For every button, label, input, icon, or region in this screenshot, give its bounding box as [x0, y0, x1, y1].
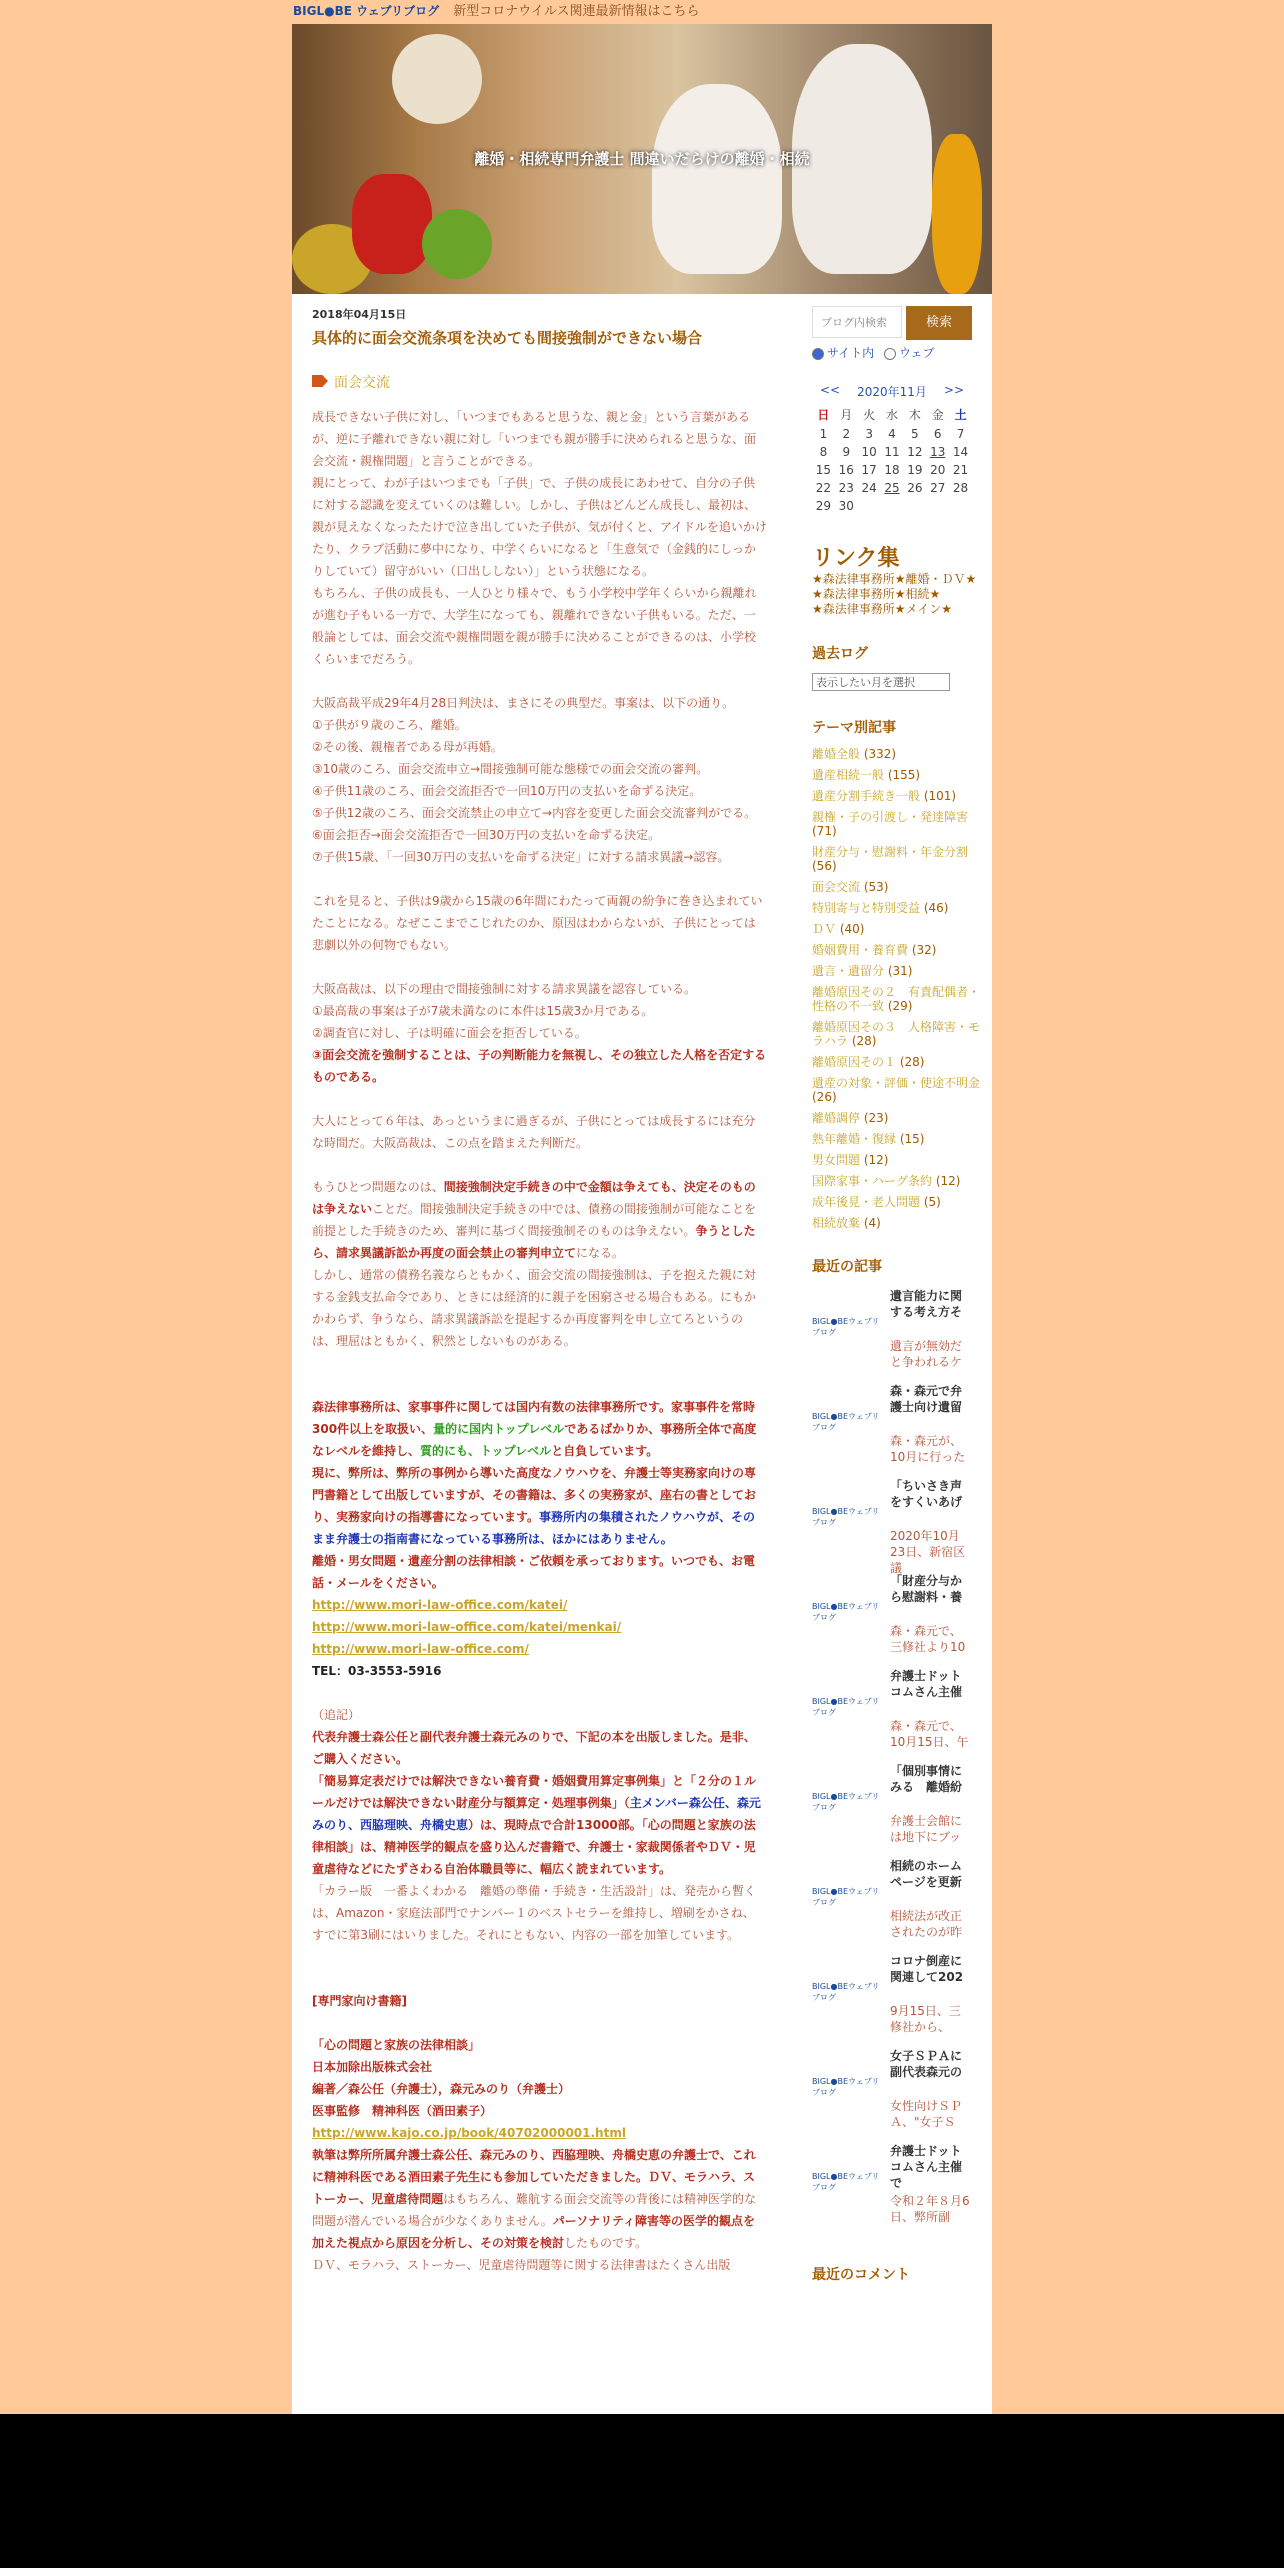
search-form	[812, 306, 982, 340]
tag-icon	[312, 375, 328, 387]
recent-list	[812, 1288, 982, 2238]
blog-header-banner	[292, 24, 992, 294]
recent-title[interactable]: 遺言能力に関する考え方そ	[890, 1289, 963, 1319]
office-link-katei[interactable]: http://www.mori-law-office.com/katei/	[312, 1598, 568, 1612]
paragraph: ＤＶ、モラハラ、ストーカー、児童虐待問題等に関する法律書はたくさん出版	[312, 2258, 731, 2272]
book-supervisor: 医事監修 精神科医（酒田素子）	[312, 2104, 493, 2118]
calendar	[812, 383, 972, 513]
note-paragraph: 代表弁護士森公任と副代表弁護士森元みのりで、下記の本を出版しました。是非、ご購入ください。	[312, 1730, 756, 1766]
calendar-grid: 日 月 火 水 木 金 土 1 2 3 4 5 6 7 8 9 10 11 12 13 14 15 16 17 18 19 20 21 22 23 24 25 26 27 28 29 30	[815, 408, 969, 513]
ad-paragraph: 離婚・男女問題・遺産分割の法律相談・ご依頼を承っております。いつでも、お電話・メールをください。	[312, 1554, 756, 1590]
theme-item[interactable]: 財産分与・慰謝料・年金分割 (56)	[812, 845, 969, 873]
recent-excerpt: 森・森元が、10月に行った	[890, 1434, 966, 1464]
list-item: ⑦子供15歳、「一回30万円の支払いを命ずる決定」に対する請求異議→認容。	[312, 850, 730, 864]
theme-item[interactable]: 熟年離婚・復縁 (15)	[812, 1132, 925, 1146]
recent-excerpt: 森・森元で、10月15日、午	[890, 1719, 969, 1749]
recent-thumb[interactable]: BIGL●BEウェブリブログ	[812, 1507, 880, 1527]
list-item: ①最高裁の事案は子が7歳未満なのに本件は15歳3か月である。	[312, 1004, 654, 1018]
recent-heading: 最近の記事	[812, 1259, 882, 1275]
office-tel: TEL：03-3553-5916	[312, 1664, 442, 1678]
main-panel	[292, 294, 992, 2414]
theme-item[interactable]: 遺言・遺留分 (31)	[812, 964, 913, 978]
recent-excerpt: 令和２年８月6日、弊所副	[890, 2194, 970, 2224]
recent-title[interactable]: 弁護士ドットコムさん主催で	[890, 2144, 963, 2190]
recent-thumb[interactable]: BIGL●BEウェブリブログ	[812, 2077, 880, 2097]
theme-item[interactable]: 男女問題 (12)	[812, 1153, 889, 1167]
office-link-main[interactable]: http://www.mori-law-office.com/	[312, 1642, 529, 1656]
lime-image	[422, 209, 492, 279]
paragraph: これを見ると、子供は9歳から15歳の6年間にわたって両親の紛争に巻き込まれていたことになる。なぜここまでこじれたのか、原因はわからないが、子供にとっては悲劇以外の何物でもない。	[312, 894, 763, 952]
link-item[interactable]: ★森法律事務所★離婚・ＤＶ★	[812, 572, 977, 586]
sidebar	[812, 306, 982, 2284]
calendar-day-link[interactable]: 25	[884, 481, 900, 495]
pepper-image	[352, 174, 432, 274]
recent-title[interactable]: 女子ＳＰＡに副代表森元の	[890, 2049, 963, 2079]
recent-thumb[interactable]: BIGL●BEウェブリブログ	[812, 1887, 880, 1907]
garlic-image	[392, 34, 482, 124]
recent-thumb[interactable]: BIGL●BEウェブリブログ	[812, 1412, 880, 1432]
blog-title[interactable]: 離婚・相続専門弁護士 間違いだらけの離婚・相続	[474, 150, 810, 168]
list-item: ③面会交流を強制することは、子の判断能力を無視し、その独立した人格を否定するものである。	[312, 1048, 767, 1084]
recent-excerpt: 相続法が改正されたのが昨	[890, 1909, 963, 1939]
recent-title[interactable]: 森・森元で弁護士向け遺留	[890, 1384, 963, 1414]
recent-thumb[interactable]: BIGL●BEウェブリブログ	[812, 1317, 880, 1337]
paragraph: 大人にとって６年は、あっというまに過ぎるが、子供にとっては成長するには充分な時間だ。大阪高裁は、この点を踏まえた判断だ。	[312, 1114, 756, 1150]
theme-item[interactable]: 特別寄与と特別受益 (46)	[812, 901, 949, 915]
recent-excerpt: 9月15日、三修社から、	[890, 2004, 961, 2034]
paragraph: 成長できない子供に対し、「いつまでもあると思うな、親と金」という言葉があるが、逆に子離れできない親に対し「いつまでも親が勝手に決められると思うな、面会交流・親権問題」と言うことができる。	[312, 410, 757, 468]
radio-web[interactable]	[884, 348, 896, 360]
recent-thumb[interactable]: BIGL●BEウェブリブログ	[812, 1792, 880, 1812]
page-footer	[0, 2414, 1284, 2568]
post-category-link[interactable]: 面会交流	[334, 375, 390, 391]
radio-site[interactable]	[812, 348, 824, 360]
biglobe-logo[interactable]: BIGL●BE ウェブリブログ	[293, 4, 440, 18]
note-paragraph: 「簡易算定表だけでは解決できない養育費・婚姻費用算定事例集」と「２分の１ルールだけでは解決できない財産分与額算定・処理事例集」（主メンバー森公任、森元みのり、西脇理映、舟橋史恵）は、現時点で合計13000部。「心の問題と家族の法律相談」は、精神医学的観点を盛り込んだ書籍で、弁護士・家裁関係者やＤＶ・児童虐待などにたずさわる自治体職員等に、幅広く読まれています。	[312, 1774, 761, 1876]
recent-item[interactable]	[812, 2048, 982, 2143]
post-category	[312, 372, 767, 394]
recent-comments-heading: 最近のコメント	[812, 2267, 910, 2283]
search-input[interactable]: ブログ内検索	[812, 306, 902, 338]
theme-item[interactable]: ＤＶ (40)	[812, 922, 865, 936]
recent-item[interactable]	[812, 1953, 982, 2048]
recent-item[interactable]	[812, 1383, 982, 1478]
post-title[interactable]: 具体的に面会交流条項を決めても間接強制ができない場合	[312, 329, 703, 347]
recent-excerpt: 遺言が無効だと争われるケ	[890, 1339, 963, 1369]
recent-excerpt: 女性向けＳＰＡ、"女子Ｓ	[890, 2099, 963, 2129]
recent-thumb[interactable]: BIGL●BEウェブリブログ	[812, 1602, 880, 1622]
theme-item[interactable]: 婚姻費用・養育費 (32)	[812, 943, 937, 957]
recent-item[interactable]	[812, 1763, 982, 1858]
list-item: ④子供11歳のころ、面会交流拒否で一回10万円の支払いを命ずる決定。	[312, 784, 702, 798]
book-title: 「心の問題と家族の法律相談」	[312, 2038, 481, 2052]
paragraph: 大阪高裁は、以下の理由で間接強制に対する請求異議を認容している。	[312, 982, 697, 996]
book-publisher: 日本加除出版株式会社	[312, 2060, 433, 2074]
theme-item[interactable]: 親権・子の引渡し・発達障害 (71)	[812, 810, 969, 838]
recent-title[interactable]: 弁護士ドットコムさん主催	[890, 1669, 963, 1699]
archive-heading: 過去ログ	[812, 646, 868, 662]
books-heading: [専門家向け書籍]	[312, 1994, 407, 2008]
theme-item[interactable]: 遺産分割手続き一般 (101)	[812, 789, 957, 803]
theme-item[interactable]: 離婚原因その１ (28)	[812, 1055, 925, 1069]
post-date: 2018年04月15日	[312, 308, 407, 321]
note-paragraph: 「カラー版 一番よくわかる 離婚の準備・手続き・生活設計」は、発売から暫くは、Amazon・家庭法部門でナンバー１のベストセラーを維持し、増刷をかさね、すでに第3刷にはいりました。それにともない、内容の一部を加筆しています。	[312, 1884, 757, 1942]
theme-item[interactable]: 離婚原因その２ 有責配偶者・性格の不一致 (29)	[812, 985, 981, 1013]
theme-item[interactable]: 離婚原因その３ 人格障害・モラハラ (28)	[812, 1020, 981, 1048]
recent-title[interactable]: コロナ倒産に関連して202	[890, 1954, 964, 1984]
kitten-left-image	[652, 84, 782, 274]
links-heading: リンク集	[812, 546, 900, 571]
theme-item[interactable]: 遺産相続一般 (155)	[812, 768, 921, 782]
archive-select[interactable]: 表示したい月を選択	[812, 673, 950, 691]
note-heading: （追記）	[312, 1708, 361, 1722]
theme-item[interactable]: 離婚調停 (23)	[812, 1111, 889, 1125]
top-bar	[293, 0, 993, 22]
recent-item[interactable]	[812, 1288, 982, 1383]
recent-title[interactable]: 「個別事情にみる 離婚紛	[890, 1764, 963, 1794]
search-scope: サイト内 ウェブ	[812, 344, 982, 361]
calendar-prev-link[interactable]: <<	[820, 383, 841, 397]
paragraph: 大阪高裁平成29年4月28日判決は、まさにその典型だ。事案は、以下の通り。	[312, 696, 735, 710]
recent-item[interactable]	[812, 2143, 982, 2238]
recent-item[interactable]	[812, 1573, 982, 1668]
recent-item[interactable]	[812, 1858, 982, 1953]
list-item: ①子供が９歳のころ、離婚。	[312, 718, 467, 732]
ad-paragraph: 森法律事務所は、家事事件に関しては国内有数の法律事務所です。家事事件を常時300件以上を取扱い、量的に国内トップレベルであるばかりか、事務所全体で高度なレベルを維持し、質的にも、トップレベルと自負しています。	[312, 1400, 757, 1458]
recent-thumb[interactable]: BIGL●BEウェブリブログ	[812, 2172, 880, 2192]
recent-thumb[interactable]: BIGL●BEウェブリブログ	[812, 1982, 880, 2002]
article	[312, 304, 767, 2276]
theme-item[interactable]: 面会交流 (53)	[812, 880, 889, 894]
theme-item[interactable]: 相続放棄 (4)	[812, 1216, 881, 1230]
calendar-month[interactable]: 2020年11月	[857, 385, 927, 399]
paragraph: もちろん、子供の成長も、一人ひとり様々で、もう小学校中学年くらいから親離れが進む子もいる一方で、大学生になっても、親離れできない子供もいる。ただ、一般論としては、面会交流や親権問題を親が勝手に決めることができるのは、小学校くらいまでだろう。	[312, 586, 757, 666]
paragraph: 執筆は弊所所属弁護士森公任、森元みのり、西脇理映、舟橋史恵の弁護士で、これに精神科医である酒田素子先生にも参加していただきました。ＤＶ、モラハラ、ストーカー、児童虐待問題はもちろん、難航する面会交流等の背後には精神医学的な問題が潜んでいる場合が少なくありません。パーソナリティ障害等の医学的観点を加えた視点から原因を分析し、その対策を検討したものです。	[312, 2148, 757, 2250]
recent-title[interactable]: 「ちいさき声をすくいあげ	[890, 1479, 963, 1509]
recent-excerpt: 弁護士会館には地下にブッ	[890, 1814, 963, 1844]
recent-thumb[interactable]: BIGL●BEウェブリブログ	[812, 1697, 880, 1717]
calendar-day-link[interactable]: 13	[930, 445, 946, 459]
theme-list	[812, 747, 982, 1230]
list-item: ②その後、親権者である母が再婚。	[312, 740, 503, 754]
post-body	[312, 406, 767, 2276]
recent-excerpt: 森・森元で、三修社より10	[890, 1624, 966, 1654]
office-link-menkai[interactable]: http://www.mori-law-office.com/katei/menkai/	[312, 1620, 622, 1634]
theme-item[interactable]: 成年後見・老人問題 (5)	[812, 1195, 941, 1209]
book-link[interactable]: http://www.kajo.co.jp/book/40702000001.html	[312, 2126, 626, 2140]
link-item[interactable]: ★森法律事務所★相続★	[812, 587, 941, 601]
calendar-next-link[interactable]: >>	[943, 383, 964, 397]
ad-paragraph: 現に、弊所は、弊所の事例から導いた高度なノウハウを、弁護士等実務家向けの専門書籍として出版していますが、その書籍は、多くの実務家が、座右の書としており、実務家向けの指導書になっています。事務所内の集積されたノウハウが、そのまま弁護士の指南書になっている事務所は、ほかにはありません。	[312, 1466, 757, 1546]
search-button[interactable]: 検索	[906, 306, 972, 340]
recent-title[interactable]: 「財産分与から慰謝料・養	[890, 1574, 963, 1604]
theme-heading: テーマ別記事	[812, 720, 896, 736]
list-item: ⑥面会拒否→面会交流拒否で一回30万円の支払いを命ずる決定。	[312, 828, 661, 842]
theme-item[interactable]: 離婚全般 (332)	[812, 747, 897, 761]
theme-item[interactable]: 遺産の対象・評価・使途不明金 (26)	[812, 1076, 981, 1104]
recent-item[interactable]	[812, 1668, 982, 1763]
paragraph: 親にとって、わが子はいつまでも「子供」で、子供の成長にあわせて、自分の子供に対する認識を変えていくのは難しい。しかし、子供はどんどん成長し、最初は、親が見えなくなったたけで泣き出していた子供が、気が付くと、アイドルを追いかけたり、クラブ活動に夢中になり、中学くらいになると「生意気で（金銭的にしっかりしていて）留守がいい（口出ししない）」という状態になる。	[312, 476, 767, 578]
paragraph: しかし、通常の債務名義ならともかく、面会交流の間接強制は、子を抱えた親に対する金銭支払命令であり、ときには経済的に親子を困窮させる場合もある。にもかかわらず、争うなら、請求異議訴訟を提起するか再度審判を申し立てろというのは、理屈はともかく、釈然としないものがある。	[312, 1268, 757, 1348]
corona-news-link[interactable]: 新型コロナウイルス関連最新情報はこちら	[453, 4, 700, 19]
list-item: ③10歳のころ、面会交流申立→間接強制可能な態様での面会交流の審判。	[312, 762, 709, 776]
link-item[interactable]: ★森法律事務所★メイン★	[812, 602, 953, 616]
theme-item[interactable]: 国際家事・ハーグ条約 (12)	[812, 1174, 961, 1188]
list-item: ⑤子供12歳のころ、面会交流禁止の申立て→内容を変更した面会交流審判がでる。	[312, 806, 757, 820]
recent-item[interactable]	[812, 1478, 982, 1573]
link-list	[812, 572, 982, 617]
book-authors: 編著／森公任（弁護士），森元みのり（弁護士）	[312, 2082, 571, 2096]
recent-excerpt: 2020年10月23日、新宿区議	[890, 1529, 966, 1575]
paragraph: もうひとつ問題なのは、間接強制決定手続きの中で金額は争えても、決定そのものは争えないことだ。間接強制決定手続きの中では、債務の間接強制が可能なことを前提とした手続きのため、審判に基づく間接強制そのものは争えない。争うとしたら、請求異議訴訟か再度の面会禁止の審判申立てになる。	[312, 1180, 757, 1260]
recent-title[interactable]: 相続のホームページを更新	[890, 1859, 963, 1889]
list-item: ②調査官に対し、子は明確に面会を拒否している。	[312, 1026, 587, 1040]
